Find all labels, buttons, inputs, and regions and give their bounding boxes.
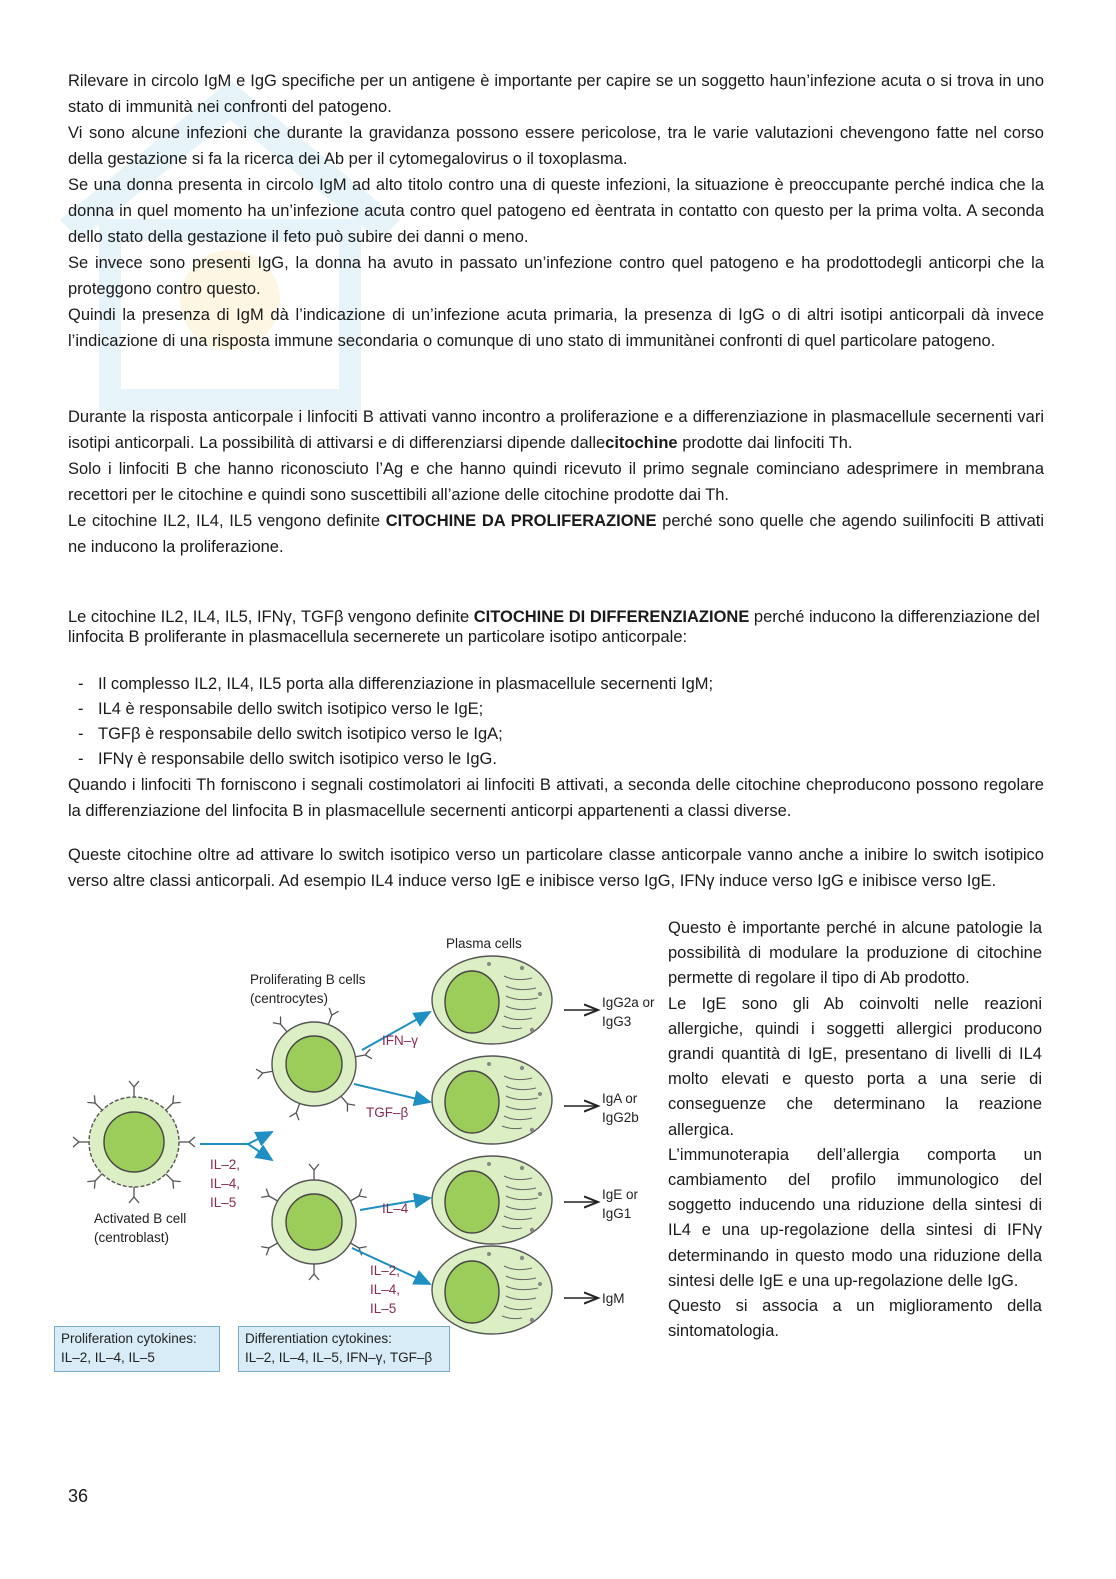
bold-term: CITOCHINE DA PROLIFERAZIONE [385,512,657,530]
plasma-cells-title: Plasma cells [446,936,522,951]
cytokine-mix-label: IL–5 [370,1301,397,1316]
plasma-cell-1 [432,956,552,1044]
page-number: 36 [68,1486,89,1506]
text-run: perché sono quelle che agendo suilinfociti B attivati ne inducono la proliferazione. [68,512,1045,556]
proliferating-b-cell-top [256,1008,372,1120]
cytokine-tgf-label: TGF–β [366,1105,409,1120]
paragraph: Quando i linfociti Th forniscono i segnali costimolatori ai linfociti B attivati, a seconda delle citochine cheproducono possono regolare la differenziazione del linfocita B in plasmacellule secernenti anticorpi appartenenti a classi diverse. [68,776,1044,820]
bold-term: CITOCHINE DI DIFFERENZIAZIONE [473,608,750,626]
paragraph: Queste citochine oltre ad attivare lo switch isotipico verso un particolare classe anticorpale vanno anche a inibire lo switch isotipico verso altre classi anticorpali. Ad esempio IL4 induce verso IgE e inibisce verso IgG, IFNγ induce verso IgG e inibisce verso IgE. [68,846,1044,890]
plasma-cell-2 [432,1056,552,1144]
paragraph: Vi sono alcune infezioni che durante la gravidanza possono essere pericolose, tra le varie valutazioni chevengono fatte nel corso della gestazione si fa la ricerca dei Ab per il cytomegalovirus o il toxoplasma. [68,124,1044,168]
activated-subtitle: (centroblast) [94,1230,170,1245]
output-label-1: IgG3 [602,1014,632,1029]
arrow-to-top-cell [200,1132,272,1144]
list-item-text: IL4 è responsabile dello switch isotipico verso le IgE; [98,700,484,718]
list-dash: - [78,675,84,693]
box-title: Proliferation cytokines: [61,1331,197,1346]
cytokine-ifn-label: IFN–γ [382,1033,419,1048]
paragraph [68,607,1044,647]
box-content: IL–2, IL–4, IL–5, IFN–γ, TGF–β [245,1350,433,1365]
paragraph [68,404,1044,456]
text-run: prodotte dai linfociti Th. [677,434,853,452]
list-item [78,672,1044,697]
cytokine-list [68,672,1044,772]
arrow-tgf [354,1084,430,1102]
differentiation-cytokines-box [238,1326,450,1372]
list-item [78,722,1044,747]
output-label-2: IgA or [602,1091,638,1106]
paragraph: Se invece sono presenti IgG, la donna ha avuto in passato un’infezione contro quel patogeno e ha prodottodegli anticorpi che la proteggono contro questo. [68,254,1044,298]
figure-drawing [52,930,662,1380]
output-label-3: IgE or [602,1187,639,1202]
list-item-text: Il complesso IL2, IL4, IL5 porta alla differenziazione in plasmacellule secernenti IgM; [98,675,714,693]
side-column-text [668,916,1042,1344]
text-block-differentiation [68,607,1044,824]
list-dash: - [78,750,84,768]
text-block-intro [68,68,1044,354]
text-block-cytokines [68,404,1044,560]
list-item-text: IFNγ è responsabile dello switch isotipico verso le IgG. [98,750,497,768]
paragraph: L’immunoterapia dell’allergia comporta un cambiamento del profilo immunologico del soggetto inducendo una riduzione della sintesi di IL4 e una up-regolazione della sintesi di IFNγ determinando in questo modo una riduzione della sintesi delle IgE e una up-regolazione delle IgG. [668,1145,1042,1290]
activated-title: Activated B cell [94,1211,187,1226]
proliferating-title: Proliferating B cells [250,972,366,987]
text-block-inhibition [68,842,1044,894]
box-content: IL–2, IL–4, IL–5 [61,1350,155,1365]
plasma-cell-4 [432,1246,552,1334]
paragraph: Solo i linfociti B che hanno riconosciuto l’Ag e che hanno quindi ricevuto il primo segnale cominciano adesprimere in membrana recettori per le citochine e quindi sono suscettibili all’azione delle citochine prodotte dai Th. [68,460,1044,504]
activated-b-cell [73,1081,195,1203]
paragraph: Le IgE sono gli Ab coinvolti nelle reazioni allergiche, quindi i soggetti allergici producono grandi quantità di IgE, presentano di livelli di IL4 molto elevati e questo porta a una serie di conseguenze che determinano la reazione allergica. [668,994,1042,1139]
list-dash: - [78,700,84,718]
paragraph: Questo si associa a un miglioramento della sintomatologia. [668,1297,1042,1341]
list-dash: - [78,725,84,743]
paragraph [68,508,1044,560]
prolif-cytokine-label: IL–4, [210,1176,241,1191]
output-label-2: IgG2b [602,1110,639,1125]
b-cell-differentiation-figure [52,930,662,1380]
cytokine-mix-label: IL–4, [370,1282,401,1297]
proliferating-subtitle: (centrocytes) [250,991,329,1006]
plasma-cell-3 [432,1156,552,1244]
box-title: Differentiation cytokines: [245,1331,392,1346]
text-run: Le citochine IL2, IL4, IL5 vengono definite [68,512,386,530]
list-item-text: TGFβ è responsabile dello switch isotipico verso le IgA; [98,725,503,743]
paragraph: Se una donna presenta in circolo IgM ad alto titolo contro una di queste infezioni, la situazione è preoccupante perché indica che la donna in quel momento ha un’infezione acuta contro quel patogeno ed èentrata in contatto con questo per la prima volta. A seconda dello stato della gestazione il feto può subire dei danni o meno. [68,176,1044,246]
cytokine-mix-label: IL–2, [370,1263,401,1278]
prolif-cytokine-label: IL–5 [210,1195,237,1210]
proliferating-b-cell-bottom [261,1164,366,1280]
paragraph: Quindi la presenza di IgM dà l’indicazione di un’infezione acuta primaria, la presenza di IgG o di altri isotipi anticorpali dà invece l’indicazione di una risposta immune secondaria o comunque di uno stato di immunitànei confronti di quel particolare patogeno. [68,306,1044,350]
bold-term: citochine [605,434,678,452]
output-label-1: IgG2a or [602,995,655,1010]
arrow-to-bottom-cell [248,1144,272,1160]
paragraph: Questo è importante perché in alcune patologie la possibilità di modulare la produzione di citochine permette di regolare il tipo di Ab prodotto. [668,919,1042,988]
paragraph: Rilevare in circolo IgM e IgG specifiche per un antigene è importante per capire se un soggetto haun’infezione acuta o si trova in uno stato di immunità nei confronti del patogeno. [68,72,1044,116]
list-item [78,697,1044,722]
text-run: perché inducono la differenziazione del linfocita B proliferante in plasmacellula secernerete un particolare isotipo anticorpale: [68,608,1040,646]
text-run: Le citochine IL2, IL4, IL5, IFNγ, TGFβ vengono definite [68,608,474,626]
output-label-3: IgG1 [602,1206,632,1221]
proliferation-cytokines-box [54,1326,220,1372]
cytokine-il4-label: IL–4 [382,1201,409,1216]
text-run: Durante la risposta anticorpale i linfociti B attivati vanno incontro a proliferazione e a differenziazione in plasmacellule secernenti vari isotipi anticorpali. La possibilità di attivarsi e di differenziarsi dipende dalle [68,408,1044,452]
prolif-cytokine-label: IL–2, [210,1157,241,1172]
output-label-4: IgM [602,1291,625,1306]
list-item [78,747,1044,772]
